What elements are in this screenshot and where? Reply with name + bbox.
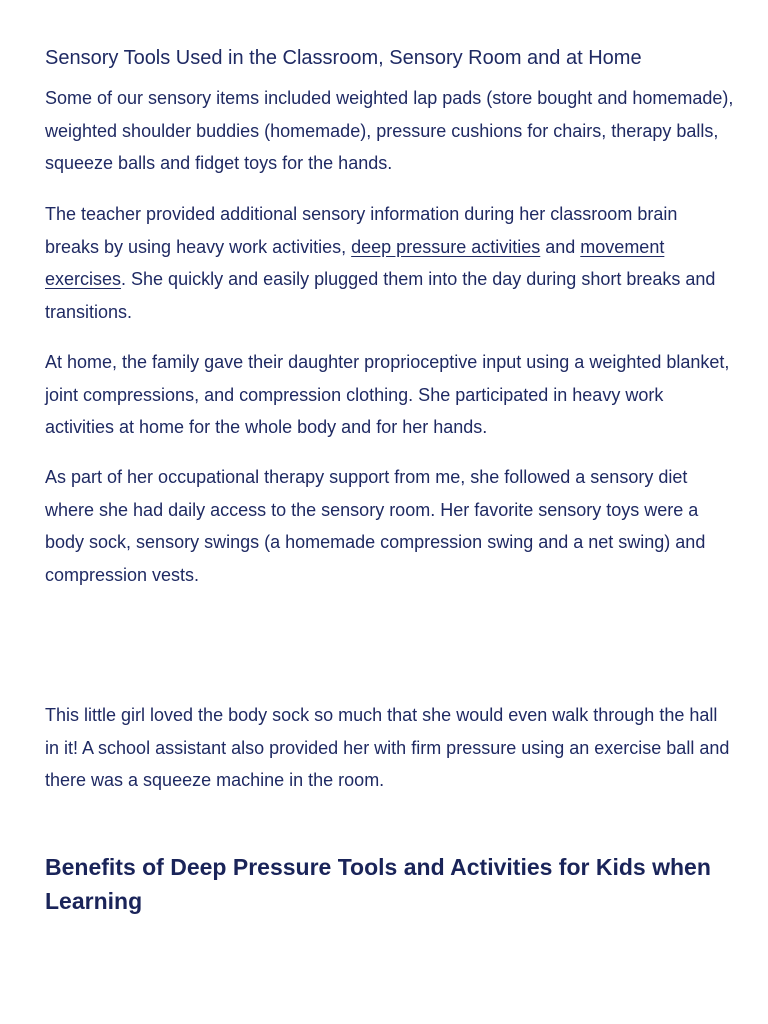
paragraph-home-input: At home, the family gave their daughter proprioceptive input using a weighted blanket, joint compressions, and compression clothing. She participated in heavy work activities at home for the whole body and for her hands. xyxy=(45,352,730,437)
benefits-heading: Benefits of Deep Pressure Tools and Activities for Kids when Learning xyxy=(45,854,711,914)
paragraph-teacher-brain-breaks xyxy=(45,198,735,328)
paragraph-text-after: . She quickly and easily plugged them into the day during short breaks and transitions. xyxy=(45,269,716,322)
paragraph-sensory-items: Some of our sensory items included weighted lap pads (store bought and homemade), weighted shoulder buddies (homemade), pressure cushions for chairs, therapy balls, squeeze balls and fidget toys for the hands. xyxy=(45,88,734,173)
deep-pressure-activities-link[interactable]: deep pressure activities xyxy=(351,236,541,257)
movement-exercises-link[interactable]: movement exercises xyxy=(45,236,665,289)
section-heading: Sensory Tools Used in the Classroom, Sensory Room and at Home xyxy=(45,47,642,69)
paragraph-body-sock: This little girl loved the body sock so much that she would even walk through the hall in it! A school assistant also provided her with firm pressure using an exercise ball and there was a squeeze machine in the room. xyxy=(45,705,730,790)
paragraph-ot-support: As part of her occupational therapy support from me, she followed a sensory diet where she had daily access to the sensory room. Her favorite sensory toys were a body sock, sensory swings (a homemade compression swing and a net swing) and compression vests. xyxy=(45,467,706,585)
paragraph-text-middle: and xyxy=(540,236,581,257)
paragraph-text-before: The teacher provided additional sensory information during her classroom brain breaks by using heavy work activities, xyxy=(45,204,678,257)
